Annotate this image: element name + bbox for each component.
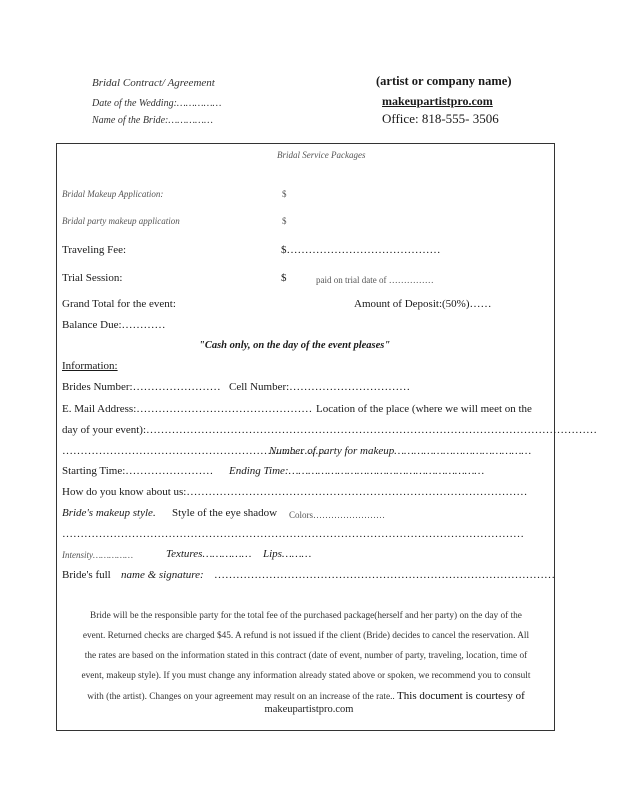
- email-field: E. Mail Address:…………………………………………: [62, 403, 313, 415]
- packages-heading: Bridal Service Packages: [277, 150, 366, 160]
- party-makeup-label: Bridal party makeup application: [62, 216, 180, 226]
- name-signature-dots: …………………………………………………………………………………: [214, 569, 555, 581]
- office-phone: Office: 818-555- 3506: [382, 111, 499, 126]
- disclaimer-line-2: event. Returned checks are charged $45. A refund is not issued if the client (Bride) decides to cancel the reservation. All: [82, 631, 530, 641]
- party-makeup-value: $: [282, 216, 287, 226]
- traveling-fee-value: $……………………………………: [281, 244, 441, 256]
- contract-title: Bridal Contract/ Agreement: [92, 77, 215, 89]
- disclaimer-line-5a: with (the artist). Changes on your agreement may result on an increase of the rate..: [87, 692, 395, 702]
- traveling-fee-label: Traveling Fee:: [62, 244, 127, 256]
- bridal-makeup-label: Bridal Makeup Application:: [62, 189, 164, 199]
- disclaimer-paragraph: [62, 606, 550, 707]
- trial-session-label: Trial Session:: [62, 272, 123, 284]
- location-field: Location of the place (where we will meet on the: [316, 403, 532, 415]
- footer-site: makeupartistpro.com: [264, 704, 354, 715]
- grand-total-label: Grand Total for the event:: [62, 298, 176, 310]
- courtesy-note: This document is courtesy of: [397, 690, 525, 702]
- makeup-style-label: Bride's makeup style.: [62, 507, 156, 519]
- wedding-date-line: Date of the Wedding:……………: [92, 98, 222, 109]
- bridal-makeup-value: $: [282, 189, 287, 199]
- bride-name-line: Name of the Bride:……………: [92, 115, 213, 126]
- company-website: makeupartistpro.com: [382, 94, 493, 108]
- intensity-field: Intensity……………: [62, 550, 134, 560]
- name-signature-label: name & signature:: [121, 569, 204, 581]
- trial-paid-on: paid on trial date of ……………: [316, 275, 434, 285]
- colors-field: Colors……………………: [289, 510, 386, 520]
- cell-number-field: Cell Number:……………………………: [229, 381, 411, 393]
- information-heading: Information:: [62, 360, 118, 372]
- starting-time-field: Starting Time:……………………: [62, 465, 214, 477]
- company-name-placeholder: (artist or company name): [376, 74, 512, 88]
- balance-due-label: Balance Due:…………: [62, 319, 166, 331]
- bride-full-label: Bride's full: [62, 569, 111, 581]
- lips-field: Lips………: [263, 548, 312, 560]
- disclaimer-line-1: Bride will be the responsible party for the total fee of the purchased package(herself and her party) on the day of the: [90, 611, 522, 621]
- disclaimer-line-4: event, makeup style). If you must change any information already stated above or spoken, we recommend you to consult: [81, 671, 531, 681]
- brides-number-field: Brides Number:……………………: [62, 381, 221, 393]
- dots-line-2: ………………………………………………………………………………………………………………: [62, 528, 524, 540]
- dots-line: ………………………………………………………………: [62, 445, 326, 457]
- disclaimer-line-3: the rates are based on the information stated in this contract (date of event, number of party, traveling, location, time of: [84, 651, 528, 661]
- ending-time-field: Ending Time:……………………………………………………: [229, 465, 485, 477]
- day-of-event-field: day of your event):……………………………………………………………………………………………………………: [62, 424, 597, 436]
- deposit-label: Amount of Deposit:(50%)……: [354, 298, 492, 310]
- textures-field: Textures……………: [166, 548, 252, 560]
- cash-only-note: "Cash only, on the day of the event pleases": [199, 340, 391, 351]
- how-know-field: How do you know about us:…………………………………………………………………………………: [62, 486, 528, 498]
- trial-session-value: $: [281, 272, 287, 284]
- eye-shadow-label: Style of the eye shadow: [172, 507, 278, 519]
- party-number-field: Number of party for makeup……………………………………: [269, 445, 532, 457]
